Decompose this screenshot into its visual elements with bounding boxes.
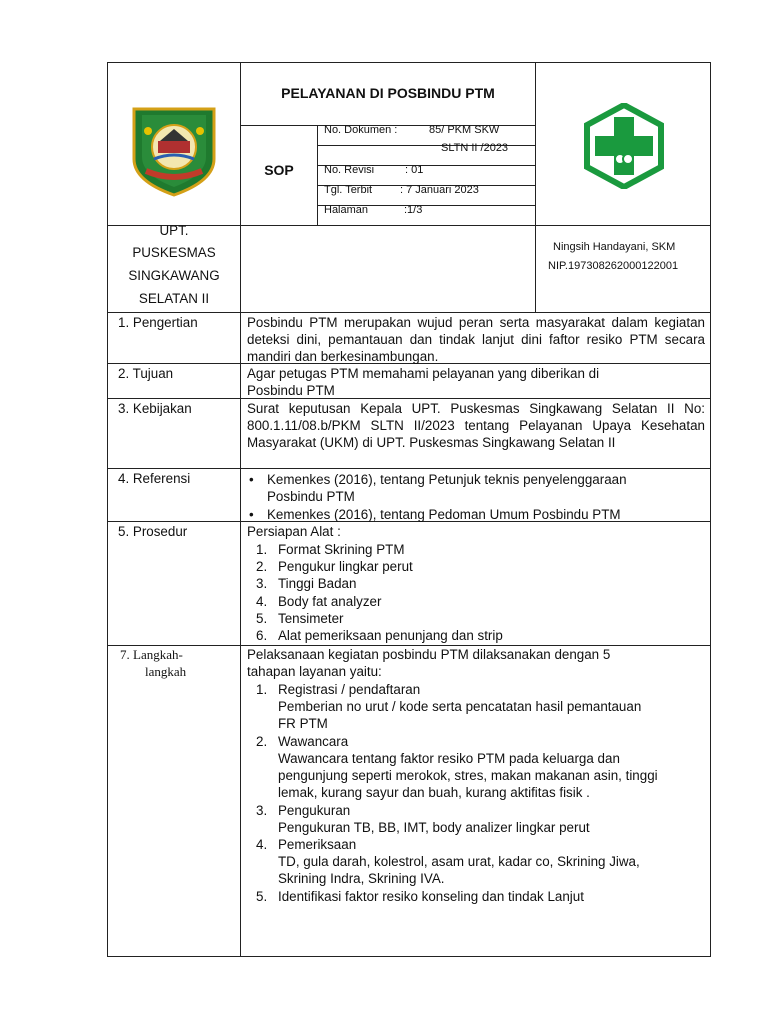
sop-document xyxy=(107,62,711,957)
section-label: 7. Langkah- xyxy=(120,647,183,662)
step-detail: lemak, kurang sayur dan buah, kurang aktifitas fisik . xyxy=(278,785,590,800)
issue-date-value: : 7 Januari 2023 xyxy=(400,184,479,196)
list-number: 6. xyxy=(256,628,268,643)
page-value: :1/3 xyxy=(404,204,423,216)
divider xyxy=(108,468,710,469)
revision-value: : 01 xyxy=(405,164,424,176)
step-detail: Skrining Indra, Skrining IVA. xyxy=(278,871,445,886)
step-title: Registrasi / pendaftaran xyxy=(278,682,421,697)
step-title: Pengukuran xyxy=(278,803,351,818)
section-intro: Pelaksanaan kegiatan posbindu PTM dilaksanakan dengan 5 xyxy=(247,647,611,662)
list-number: 2. xyxy=(256,559,268,574)
step-detail: Wawancara tentang faktor resiko PTM pada keluarga dan xyxy=(278,751,620,766)
section-text: Agar petugas PTM memahami pelayanan yang diberikan di xyxy=(247,366,600,381)
list-number: 5. xyxy=(256,611,268,626)
step-number: 2. xyxy=(256,734,268,749)
sop-label: SOP xyxy=(264,162,294,178)
section-label: 1. Pengertian xyxy=(118,315,198,330)
section-text: Posbindu PTM xyxy=(247,383,335,398)
signer-nip: NIP.197308262000122001 xyxy=(548,260,679,272)
city-crest-icon xyxy=(124,101,224,199)
doc-number-value: 85/ PKM SKW xyxy=(429,124,500,136)
step-detail: Pengukuran TB, BB, IMT, body analizer lingkar perut xyxy=(278,820,590,835)
section-label: 5. Prosedur xyxy=(118,524,188,539)
section-label: 4. Referensi xyxy=(118,471,191,486)
organization-name-line: SELATAN II xyxy=(138,291,210,306)
signer-name: Ningsih Handayani, SKM xyxy=(553,241,676,253)
divider xyxy=(108,312,710,313)
doc-number-value: SLTN II /2023 xyxy=(441,142,509,154)
bullet-dot: • xyxy=(249,507,254,522)
step-detail: TD, gula darah, kolestrol, asam urat, kadar co, Skrining Jiwa, xyxy=(278,854,640,869)
section-label: langkah xyxy=(145,664,187,679)
section-intro: tahapan layanan yaitu: xyxy=(247,664,382,679)
list-item: Pengukur lingkar perut xyxy=(278,559,413,574)
step-number: 5. xyxy=(256,889,268,904)
list-item: Alat pemeriksaan penunjang dan strip xyxy=(278,628,503,643)
divider xyxy=(108,398,710,399)
step-title: Identifikasi faktor resiko konseling dan tindak Lanjut xyxy=(278,889,584,904)
organization-name-line: PUSKESMAS xyxy=(132,245,216,260)
divider xyxy=(240,63,241,956)
section-intro: Persiapan Alat : xyxy=(247,524,341,539)
doc-number-label: No. Dokumen : xyxy=(324,124,398,136)
list-number: 3. xyxy=(256,576,268,591)
organization-name-line: SINGKAWANG xyxy=(128,268,220,283)
reference-item: Kemenkes (2016), tentang Pedoman Umum Posbindu PTM xyxy=(267,507,621,522)
organization-name-line: UPT. xyxy=(159,223,189,238)
list-number: 1. xyxy=(256,542,268,557)
step-number: 1. xyxy=(256,682,268,697)
reference-item: Posbindu PTM xyxy=(267,489,355,504)
list-item: Body fat analyzer xyxy=(278,594,382,609)
reference-item: Kemenkes (2016), tentang Petunjuk teknis penyelenggaraan xyxy=(267,472,627,487)
list-item: Format Skrining PTM xyxy=(278,542,405,557)
section-text: Surat keputusan Kepala UPT. Puskesmas Singkawang Selatan II No: 800.1.11/08.b/PKM SLTN II/2023 tentang Pelayanan Upaya Kesehatan Masyarakat (UKM) di UPT. Puskesmas Singkawang Selatan II xyxy=(247,401,705,450)
section-label: 2. Tujuan xyxy=(118,366,174,381)
step-title: Wawancara xyxy=(278,734,349,749)
section-label: 3. Kebijakan xyxy=(118,401,192,416)
step-number: 3. xyxy=(256,803,268,818)
divider xyxy=(535,63,536,312)
revision-label: No. Revisi xyxy=(324,164,375,176)
list-item: Tinggi Badan xyxy=(278,576,357,591)
step-detail: FR PTM xyxy=(278,716,328,731)
issue-date-label: Tgl. Terbit xyxy=(324,184,373,196)
step-title: Pemeriksaan xyxy=(278,837,357,852)
list-item: Tensimeter xyxy=(278,611,344,626)
document-title: PELAYANAN DI POSBINDU PTM xyxy=(281,85,495,101)
page-label: Halaman xyxy=(324,204,369,216)
divider xyxy=(317,125,318,225)
bullet-dot: • xyxy=(249,472,254,487)
section-text: Posbindu PTM merupakan wujud peran serta masyarakat dalam kegiatan deteksi dini, pemantauan dan tindak lanjut dini faftor resiko PTM secara mandiri dan berkesinambungan. xyxy=(247,315,705,364)
step-number: 4. xyxy=(256,837,268,852)
step-detail: Pemberian no urut / kode serta pencatatan hasil pemantauan xyxy=(278,699,642,714)
puskesmas-cross-icon xyxy=(581,103,667,189)
list-number: 4. xyxy=(256,594,268,609)
step-detail: pengunjung seperti merokok, stres, makan makanan asin, tinggi xyxy=(278,768,658,783)
